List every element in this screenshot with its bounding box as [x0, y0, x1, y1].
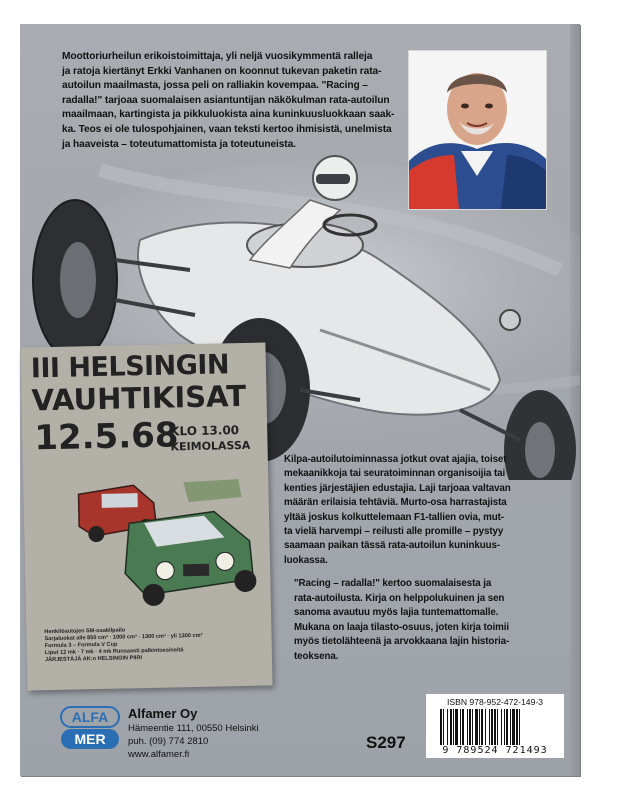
publisher-phone: puh. (09) 774 2810 — [128, 736, 209, 747]
closing-line: myös tietolähteenä ja arvokkaana lajin historia- — [294, 636, 510, 648]
barcode-bar — [494, 709, 496, 745]
logo-text-bottom: MER — [74, 731, 106, 747]
closing-paragraph — [294, 577, 574, 665]
barcode-bar — [450, 709, 452, 745]
intro-paragraph — [62, 50, 407, 152]
barcode-bar — [462, 709, 464, 745]
barcode-digits: 9 789524 721493 — [442, 745, 548, 756]
poster-title-line2: VAUHTIKISAT — [31, 378, 247, 418]
isbn-barcode-box — [426, 694, 564, 758]
middle-line: luokassa. — [284, 554, 328, 566]
barcode-bar — [469, 709, 471, 745]
barcode-bar — [510, 709, 511, 745]
barcode-bar — [481, 709, 483, 745]
barcode-bar — [455, 709, 458, 745]
barcode-bar — [506, 709, 508, 745]
closing-line: Mukana on laaja tilasto-osuus, joten kirja toimii — [294, 621, 510, 633]
barcode-bar — [460, 709, 461, 745]
poster-time: KLO 13.00 — [170, 423, 240, 439]
barcode-bar — [512, 709, 515, 745]
closing-line: "Racing – radalla!" kertoo suomalaisesta ja — [294, 578, 492, 589]
middle-line: Kilpa-autoilutoiminnassa jotkut ovat ajajia, toiset — [284, 454, 507, 465]
poster-title-line1: III HELSINGIN — [30, 349, 230, 385]
publisher-name: Alfamer Oy — [128, 706, 198, 721]
isbn-text: ISBN 978-952-472-149-3 — [446, 697, 544, 707]
alfamer-logo — [60, 706, 120, 750]
poster-fine-line: Liput 12 mk · 7 mk · 4 mk Runsaasti palkintoesineitä — [44, 647, 184, 657]
barcode-bar — [516, 709, 518, 745]
middle-line: kenties järjestäjien edustajia. Laji tarjoaa valtavan — [284, 482, 511, 494]
intro-line: ja ratoja kiertänyt Erkki Vanhanen on koonnut tukevan paketin rata- — [62, 65, 382, 77]
intro-line: Moottoriurheilun erikoistoimittaja, yli neljä vuosikymmentä ralleja — [62, 51, 373, 62]
poster-fine-line: Sarjaluokat alle 850 cm³ · 1000 cm³ · 1300 cm³ · yli 1300 cm³ — [44, 632, 203, 643]
barcode-bar — [447, 709, 448, 745]
intro-line: autoilun maailmasta, jossa peli on ralliakin kovempaa. "Racing – — [62, 80, 368, 92]
closing-line: sanoma avautuu myös lajia tuntemattomalle. — [294, 607, 499, 619]
barcode-bar — [479, 709, 480, 745]
middle-line: ta vielä harvempi – reilusti alle promille – pystyy — [284, 526, 504, 538]
poster-place: KEIMOLASSA — [170, 438, 251, 454]
barcode-bar — [485, 709, 486, 745]
poster-fine-line: JÄRJESTÄJÄ AK:n HELSINGIN PIIRI — [44, 655, 143, 664]
author-photo — [409, 51, 546, 209]
author-portrait — [408, 50, 547, 210]
closing-line: rata-autoilusta. Kirja on helppolukuinen ja sen — [294, 592, 505, 604]
barcode-graphic — [440, 709, 552, 745]
barcode-bar — [497, 709, 498, 745]
barcode-bar — [467, 709, 468, 745]
logo-text-top: ALFA — [71, 709, 109, 725]
middle-paragraph — [284, 453, 574, 568]
barcode-bar — [443, 709, 444, 745]
barcode-bar — [475, 709, 478, 745]
intro-line: radalla!" tarjoaa suomalaisen asiantuntijan näkökulman rata-autoilun — [62, 94, 390, 106]
intro-line: maailmaan, kartingista ja pikkuluokista aina kuninkuusluokkaan saak- — [62, 109, 395, 121]
closing-line: teoksena. — [294, 650, 339, 662]
middle-line: saamaan paikan tässä rata-autoilun kuninkuus- — [284, 540, 500, 552]
poster-fine-line: Formula 3 – Formula V Cup — [44, 641, 118, 650]
middle-line: mekaanikkoja tai seuratoiminnan organisoijia tai — [284, 468, 506, 480]
intro-line: ja haaveista – toteutumattomista ja toteutuneista. — [62, 138, 296, 150]
barcode-bar — [440, 709, 442, 745]
intro-line: ka. Teos ei ole tulospohjainen, vaan teksti kertoo ihmisistä, unelmista — [62, 123, 392, 135]
publisher-web: www.alfamer.fi — [128, 749, 190, 760]
barcode-bar — [491, 709, 493, 745]
barcode-bar — [489, 709, 490, 745]
publisher-address: Hämeentie 111, 00550 Helsinki — [128, 723, 259, 734]
race-poster — [20, 342, 272, 690]
barcode-bar — [519, 709, 520, 745]
barcode-bar — [472, 709, 473, 745]
middle-line: määrän erilaisia tehtäviä. Murto-osa harrastajista — [284, 497, 507, 509]
barcode-bar — [501, 709, 502, 745]
barcode-bar — [504, 709, 505, 745]
barcode-bar — [453, 709, 454, 745]
poster-fine-line: Henkilöautojen SM-osakilpailu — [44, 627, 126, 636]
product-code: S297 — [366, 733, 406, 752]
poster-date: 12.5.68 — [33, 415, 179, 459]
poster-cars-illustration — [23, 460, 271, 615]
publisher-info — [128, 706, 259, 761]
middle-line: yltää joskus kolkuttelemaan F1-tallien ovia, mut- — [284, 511, 504, 523]
poster-fine-print — [44, 625, 255, 664]
